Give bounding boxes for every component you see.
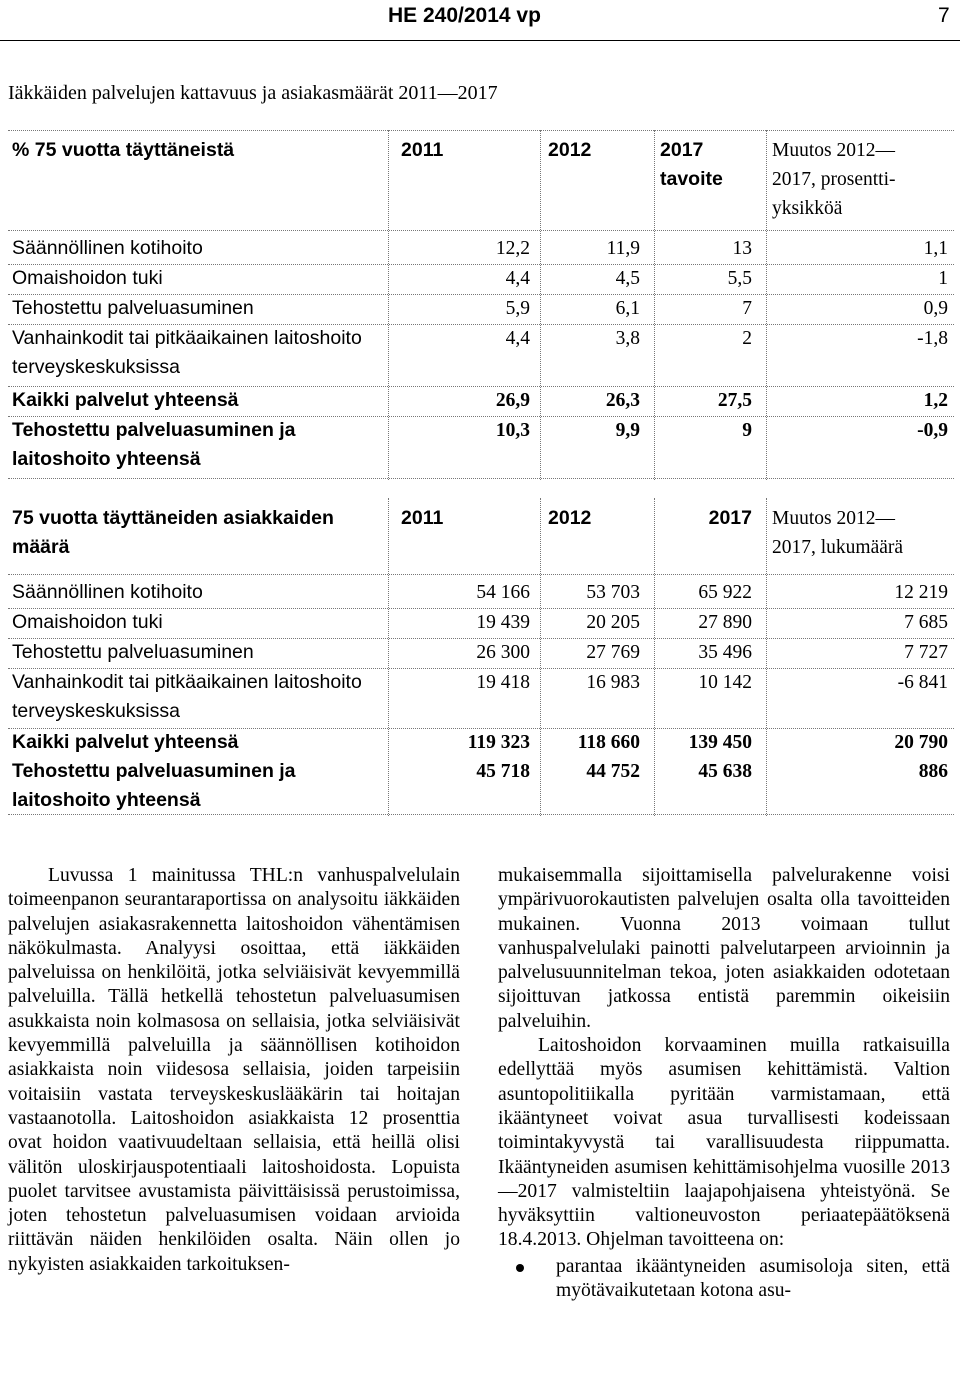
- cell-change: 7 727: [904, 642, 948, 663]
- cell-2012: 3,8: [615, 328, 640, 349]
- cell-2011: 4,4: [505, 328, 530, 349]
- cell-2012: 4,5: [615, 268, 640, 289]
- cell-2011: 45 718: [476, 761, 530, 782]
- cell-2017: 10 142: [698, 672, 752, 693]
- table-header-row: [8, 136, 954, 226]
- cell-2017: 45 638: [698, 761, 752, 782]
- row-label: Tehostettu palveluasuminen ja laitoshoito yhteensä: [12, 760, 296, 811]
- cell-2012: 53 703: [586, 582, 640, 603]
- table-header-row: [8, 504, 954, 568]
- document-id: HE 240/2014 vp: [388, 4, 541, 27]
- list-item: [498, 1255, 950, 1304]
- row-label: Vanhainkodit tai pitkäaikainen laitoshoito terveyskeskuksissa: [12, 327, 362, 378]
- cell-2012: 27 769: [586, 642, 640, 663]
- column-header-2017-goal: tavoite: [660, 168, 723, 190]
- cell-2011: 12,2: [495, 238, 530, 259]
- cell-2011: 10,3: [495, 420, 530, 441]
- cell-2017: 27 890: [698, 612, 752, 633]
- cell-2012: 16 983: [586, 672, 640, 693]
- cell-2012: 11,9: [606, 238, 640, 259]
- row-label: Säännöllinen kotihoito: [12, 237, 203, 259]
- cell-change: 0,9: [923, 298, 948, 319]
- paragraph: Laitoshoidon korvaaminen muilla ratkaisuilla edellyttää myös asumisen kehittämistä. Valtion asuntopolitiikalla pyritään varmistamaan, että ikääntyneet voivat asua turvallisesti kodeissaan toimintakyvystä tai varallisuudesta riippumatta. Ikääntyneiden asumisen kehittämisohjelma vuosille 2013—2017 valmisteltiin laajapohjaisena yhteistyönä. Se hyväksyttiin valtioneuvoston periaatepäätöksenä 18.4.2013. Ohjelman tavoitteena on:: [498, 1035, 950, 1251]
- column-header-2011: 2011: [401, 507, 444, 529]
- cell-2012: 118 660: [577, 732, 640, 753]
- list-item-text: parantaa ikääntyneiden asumisoloja siten, että myötävaikutetaan kotona asu-: [556, 1255, 950, 1302]
- cell-2017: 5,5: [727, 268, 752, 289]
- row-label: Tehostettu palveluasuminen: [12, 641, 254, 663]
- column-header-change: Muutos 2012—: [772, 140, 895, 161]
- cell-change: 12 219: [894, 582, 948, 603]
- cell-change: 886: [918, 761, 948, 782]
- column-header-2011: 2011: [401, 139, 444, 161]
- cell-change: 1,2: [923, 390, 948, 411]
- bullet-icon: [516, 1264, 524, 1272]
- cell-2017: 9: [742, 420, 752, 441]
- cell-2012: 20 205: [586, 612, 640, 633]
- paragraph: mukaisemmalla sijoittamisella palvelurakenne voisi ympärivuorokautisten palvelujen osalta olla tavoitteiden mukainen. Vuonna 2013 voimaan tullut vanhuspalvelulaki painotti palvelutarpeen arvioinnin ja palvelusuunnitelman tekoa, joten asiakkaiden odotetaan sijoittuvan jatkossa entistä paremmin oikeisiin palveluihin.: [498, 865, 950, 1032]
- cell-2017: 2: [742, 328, 752, 349]
- cell-2017: 139 450: [688, 732, 752, 753]
- column-header-label: % 75 vuotta täyttäneistä: [12, 139, 235, 161]
- cell-2017: 35 496: [698, 642, 752, 663]
- row-label: Tehostettu palveluasuminen ja laitoshoito yhteensä: [12, 419, 296, 470]
- table-caption: Iäkkäiden palvelujen kattavuus ja asiakasmäärät 2011—2017: [8, 82, 498, 104]
- row-label: Säännöllinen kotihoito: [12, 581, 203, 603]
- cell-2017: 7: [742, 298, 752, 319]
- cell-2012: 6,1: [615, 298, 640, 319]
- row-label: Tehostettu palveluasuminen: [12, 297, 254, 319]
- row-label: Vanhainkodit tai pitkäaikainen laitoshoito terveyskeskuksissa: [12, 671, 362, 722]
- client-count-table: [8, 498, 954, 816]
- row-label: Omaishoidon tuki: [12, 611, 163, 633]
- page-number: 7: [938, 4, 950, 27]
- cell-2017: 65 922: [698, 582, 752, 603]
- row-label: Omaishoidon tuki: [12, 267, 163, 289]
- cell-2011: 54 166: [476, 582, 530, 603]
- cell-2011: 26,9: [495, 390, 530, 411]
- row-label: Kaikki palvelut yhteensä: [12, 731, 239, 753]
- paragraph: Luvussa 1 mainitussa THL:n vanhuspalvelulain toimeenpanon seurantaraportissa on analysoitu iäkkäiden palvelujen asiakasrakennetta laitoshoidon vähentämisen näkökulmasta. Analyysi osoittaa, että iäkkäiden palveluissa on henkilöitä, jotka selviäisivät kevyemmillä palveluilla. Tällä hetkellä tehostetun palveluasumisen asukkaista noin kolmasosa on sellaisia, jotka selviäisivät kevyemmillä palveluilla ja säännöllisen kotihoidon asiakkaista noin viidesosa sellaisia, joiden tarpeisiin voitaisiin vastata terveyskeskuslääkärin tai hoitajan vastaanotolla. Laitoshoidon asiakkaista 12 prosenttia ovat hoidon vaativuudeltaan sellaisia, että heillä olisi välitön uloskirjauspotentiaali laitoshoidosta. Lopuista puolet tarvitsee avustamista päivittäisissä perustoimissa, joten tehostetun palveluasumisen voidaan arvioida riittävän näiden henkilöiden osalta. Näin ollen jo nykyisten asiakkaiden tarkoituksen-: [8, 865, 460, 1275]
- column-header-change-line3: yksikköä: [772, 198, 843, 219]
- column-header-change-line2: 2017, lukumäärä: [772, 537, 904, 558]
- cell-change: -1,8: [917, 328, 948, 349]
- cell-2011: 26 300: [476, 642, 530, 663]
- cell-2012: 44 752: [586, 761, 640, 782]
- cell-change: 1: [938, 268, 948, 289]
- cell-2011: 5,9: [505, 298, 530, 319]
- cell-2011: 119 323: [467, 732, 530, 753]
- cell-change: -6 841: [897, 672, 948, 693]
- document-header: [0, 0, 960, 41]
- cell-2011: 4,4: [505, 268, 530, 289]
- cell-2012: 9,9: [615, 420, 640, 441]
- cell-2011: 19 439: [476, 612, 530, 633]
- column-header-2017: 2017: [660, 139, 704, 161]
- text-column-right: [498, 864, 950, 1303]
- cell-2017: 13: [732, 238, 752, 259]
- cell-change: 7 685: [904, 612, 948, 633]
- cell-change: 1,1: [923, 238, 948, 259]
- text-column-left: [8, 864, 460, 1277]
- cell-2011: 19 418: [476, 672, 530, 693]
- column-header-label: 75 vuotta täyttäneiden asiakkaiden määrä: [12, 507, 334, 558]
- column-header-2012: 2012: [548, 139, 592, 161]
- column-header-change-line2: 2017, prosentti-: [772, 169, 896, 190]
- cell-change: 20 790: [894, 732, 948, 753]
- row-label: Kaikki palvelut yhteensä: [12, 389, 239, 411]
- cell-2012: 26,3: [605, 390, 640, 411]
- column-header-2017: 2017: [708, 507, 752, 529]
- cell-2017: 27,5: [717, 390, 752, 411]
- column-header-2012: 2012: [548, 507, 592, 529]
- coverage-table: [8, 130, 954, 480]
- cell-change: -0,9: [917, 420, 948, 441]
- column-header-change: Muutos 2012—: [772, 508, 895, 529]
